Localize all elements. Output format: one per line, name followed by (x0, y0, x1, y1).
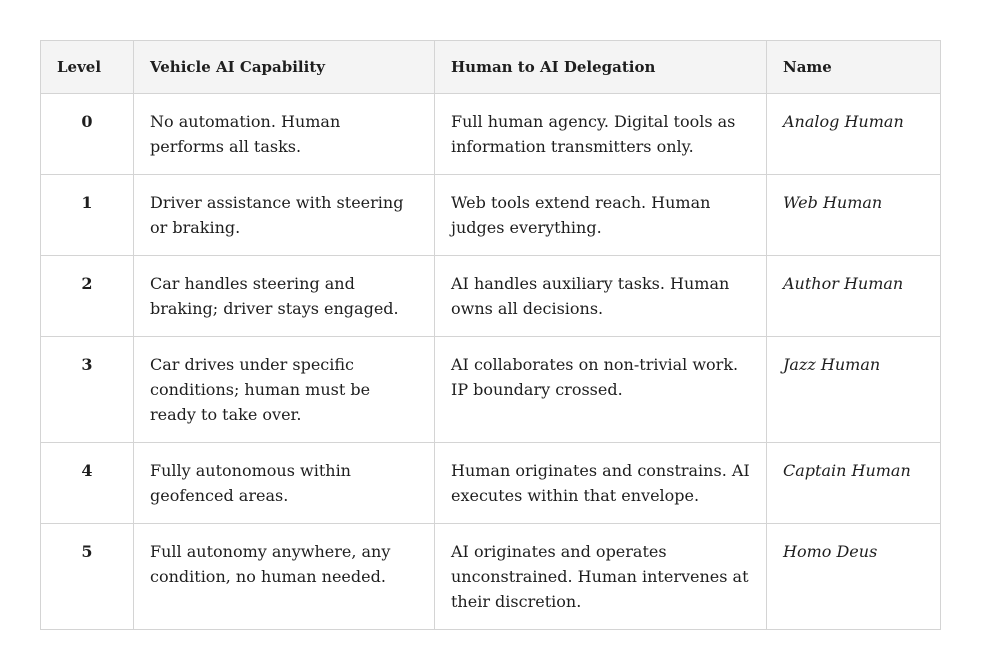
header-row (41, 41, 941, 94)
cell-level: 1 (41, 175, 134, 256)
cell-name: Analog Human (767, 94, 941, 175)
header-level: Level (41, 41, 134, 94)
cell-vehicle: Driver assistance with steering or braking. (134, 175, 435, 256)
cell-level: 5 (41, 524, 134, 630)
table-row (41, 256, 941, 337)
cell-name: Captain Human (767, 443, 941, 524)
table-body (41, 94, 941, 630)
cell-vehicle: Full autonomy anywhere, any condition, no human needed. (134, 524, 435, 630)
cell-vehicle: Car handles steering and braking; driver stays engaged. (134, 256, 435, 337)
cell-level: 2 (41, 256, 134, 337)
table-row (41, 175, 941, 256)
table-row (41, 524, 941, 630)
cell-level: 4 (41, 443, 134, 524)
cell-name: Homo Deus (767, 524, 941, 630)
cell-level: 0 (41, 94, 134, 175)
header-name: Name (767, 41, 941, 94)
cell-vehicle: No automation. Human performs all tasks. (134, 94, 435, 175)
cell-name: Web Human (767, 175, 941, 256)
cell-human: AI handles auxiliary tasks. Human owns all decisions. (435, 256, 767, 337)
table-row (41, 443, 941, 524)
cell-name: Jazz Human (767, 337, 941, 443)
cell-vehicle: Car drives under specific conditions; human must be ready to take over. (134, 337, 435, 443)
table-row (41, 337, 941, 443)
cell-human: Full human agency. Digital tools as information transmitters only. (435, 94, 767, 175)
cell-vehicle: Fully autonomous within geofenced areas. (134, 443, 435, 524)
cell-level: 3 (41, 337, 134, 443)
table-row (41, 94, 941, 175)
levels-table (40, 40, 941, 630)
header-human-to-ai-delegation: Human to AI Delegation (435, 41, 767, 94)
cell-human: AI originates and operates unconstrained. Human intervenes at their discretion. (435, 524, 767, 630)
cell-human: AI collaborates on non-trivial work. IP boundary crossed. (435, 337, 767, 443)
cell-name: Author Human (767, 256, 941, 337)
table-header (41, 41, 941, 94)
cell-human: Human originates and constrains. AI executes within that envelope. (435, 443, 767, 524)
cell-human: Web tools extend reach. Human judges everything. (435, 175, 767, 256)
header-vehicle-ai-capability: Vehicle AI Capability (134, 41, 435, 94)
